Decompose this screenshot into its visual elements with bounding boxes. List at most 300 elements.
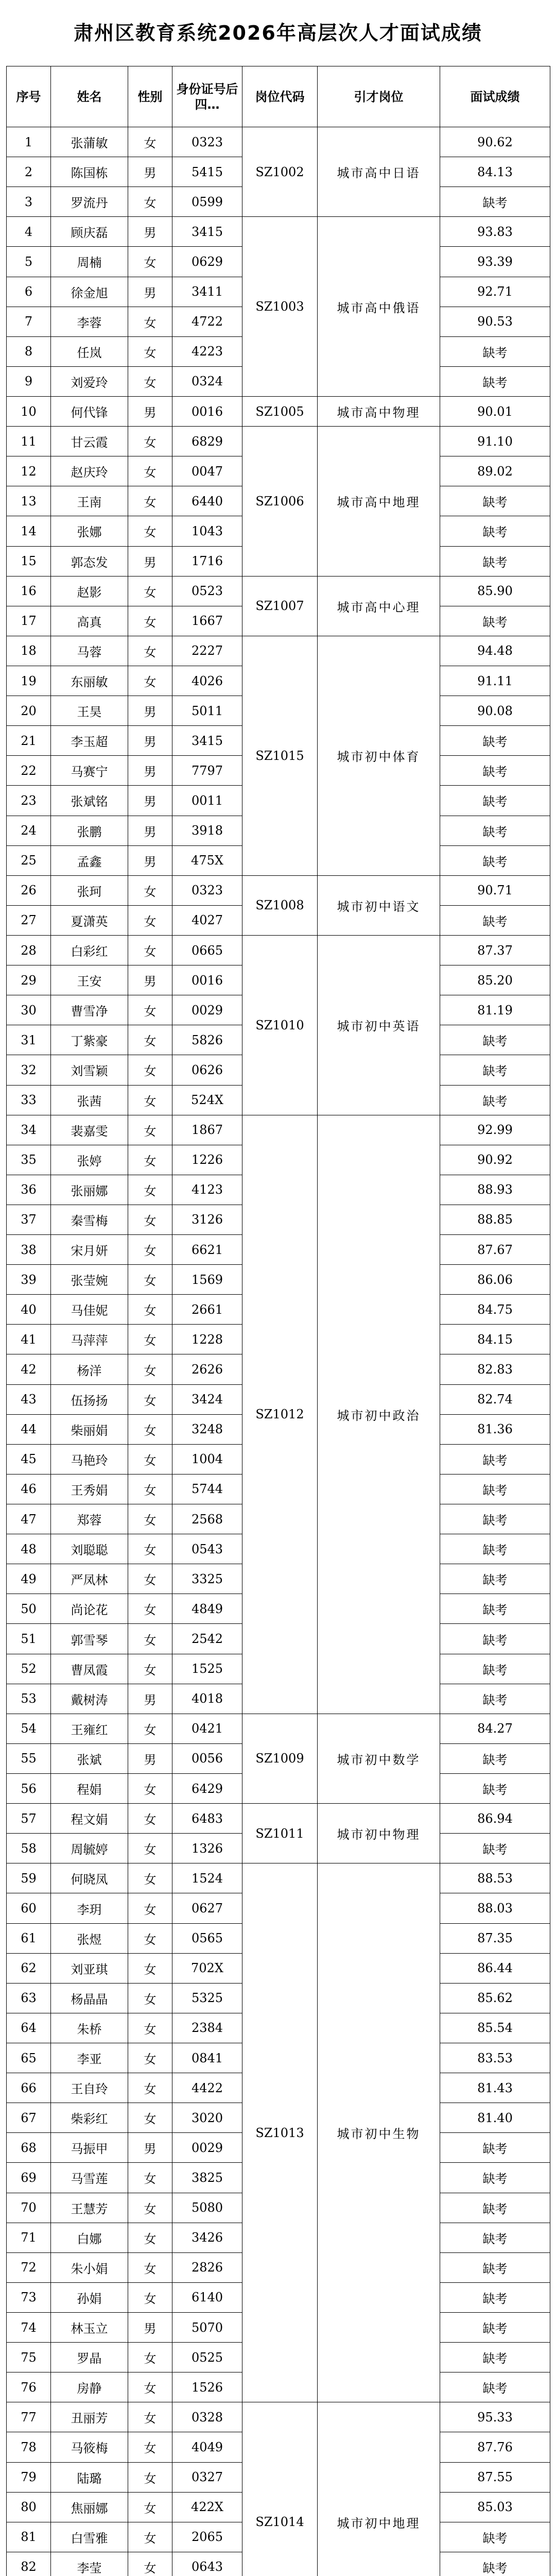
cell-no: 53 <box>7 1684 51 1714</box>
cell-name: 何代锋 <box>51 396 128 426</box>
cell-sex: 女 <box>128 1594 172 1624</box>
cell-name: 周毓婷 <box>51 1834 128 1863</box>
cell-name: 秦雪梅 <box>51 1205 128 1234</box>
cell-name: 柴丽娟 <box>51 1414 128 1444</box>
cell-id-suffix: 4223 <box>172 336 242 366</box>
cell-name: 李莹 <box>51 2552 128 2576</box>
cell-no: 9 <box>7 366 51 396</box>
cell-id-suffix: 0841 <box>172 2043 242 2073</box>
cell-sex: 女 <box>128 2552 172 2576</box>
cell-post-code: SZ1002 <box>242 127 318 217</box>
cell-score: 92.71 <box>440 277 550 307</box>
cell-name: 焦丽娜 <box>51 2492 128 2522</box>
cell-score: 缺考 <box>440 606 550 636</box>
cell-score: 缺考 <box>440 2223 550 2252</box>
cell-score: 84.13 <box>440 157 550 187</box>
cell-score: 缺考 <box>440 2163 550 2193</box>
cell-sex: 女 <box>128 1295 172 1325</box>
cell-score: 缺考 <box>440 2193 550 2223</box>
cell-id-suffix: 5011 <box>172 696 242 726</box>
cell-sex: 女 <box>128 2252 172 2282</box>
cell-no: 49 <box>7 1564 51 1594</box>
cell-sex: 女 <box>128 935 172 965</box>
cell-sex: 女 <box>128 2223 172 2252</box>
cell-name: 王雍红 <box>51 1714 128 1743</box>
cell-id-suffix: 4123 <box>172 1175 242 1205</box>
cell-sex: 女 <box>128 1834 172 1863</box>
header-id-suffix: 身份证号后四… <box>172 66 242 127</box>
cell-name: 李蓉 <box>51 307 128 336</box>
cell-name: 郭雪琴 <box>51 1624 128 1654</box>
cell-post-code: SZ1013 <box>242 1863 318 2402</box>
cell-no: 1 <box>7 127 51 157</box>
cell-no: 30 <box>7 995 51 1025</box>
cell-score: 88.93 <box>440 1175 550 1205</box>
cell-id-suffix: 1526 <box>172 2372 242 2402</box>
cell-score: 缺考 <box>440 1025 550 1055</box>
cell-sex: 女 <box>128 1863 172 1893</box>
cell-score: 89.02 <box>440 456 550 486</box>
header-no: 序号 <box>7 66 51 127</box>
cell-name: 张娜 <box>51 516 128 546</box>
cell-no: 45 <box>7 1444 51 1474</box>
cell-name: 马振甲 <box>51 2133 128 2163</box>
cell-post-code: SZ1012 <box>242 1115 318 1714</box>
cell-no: 14 <box>7 516 51 546</box>
cell-id-suffix: 3248 <box>172 1414 242 1444</box>
cell-post-code: SZ1009 <box>242 1714 318 1803</box>
cell-no: 75 <box>7 2343 51 2372</box>
cell-sex: 女 <box>128 2343 172 2372</box>
cell-id-suffix: 0665 <box>172 935 242 965</box>
cell-no: 3 <box>7 187 51 217</box>
cell-score: 91.10 <box>440 427 550 456</box>
cell-sex: 女 <box>128 2462 172 2492</box>
cell-id-suffix: 1524 <box>172 1863 242 1893</box>
cell-id-suffix: 0029 <box>172 2133 242 2163</box>
cell-name: 刘雪颖 <box>51 1055 128 1085</box>
cell-id-suffix: 5826 <box>172 1025 242 1055</box>
cell-sex: 女 <box>128 2372 172 2402</box>
cell-sex: 女 <box>128 666 172 696</box>
cell-no: 8 <box>7 336 51 366</box>
cell-score: 85.62 <box>440 1983 550 2013</box>
cell-name: 白雪雅 <box>51 2522 128 2552</box>
cell-name: 李玥 <box>51 1893 128 1923</box>
cell-name: 张蒲敏 <box>51 127 128 157</box>
cell-no: 13 <box>7 486 51 516</box>
cell-score: 82.74 <box>440 1384 550 1414</box>
cell-name: 赵庆玲 <box>51 456 128 486</box>
cell-id-suffix: 0323 <box>172 127 242 157</box>
table-row <box>7 1115 550 1145</box>
cell-post: 城市初中体育 <box>318 636 440 875</box>
cell-no: 77 <box>7 2402 51 2432</box>
cell-name: 马赛宁 <box>51 756 128 786</box>
cell-score: 缺考 <box>440 1474 550 1504</box>
cell-no: 31 <box>7 1025 51 1055</box>
cell-name: 张斌铭 <box>51 786 128 816</box>
cell-name: 郭态发 <box>51 546 128 576</box>
cell-name: 杨晶晶 <box>51 1983 128 2013</box>
cell-id-suffix: 3126 <box>172 1205 242 1234</box>
cell-name: 白娜 <box>51 2223 128 2252</box>
cell-id-suffix: 0643 <box>172 2552 242 2576</box>
cell-no: 50 <box>7 1594 51 1624</box>
cell-post-code: SZ1007 <box>242 576 318 636</box>
cell-post: 城市高中日语 <box>318 127 440 217</box>
cell-name: 张珂 <box>51 875 128 905</box>
cell-post: 城市初中英语 <box>318 935 440 1115</box>
cell-name: 林玉立 <box>51 2312 128 2342</box>
cell-id-suffix: 6829 <box>172 427 242 456</box>
cell-no: 70 <box>7 2193 51 2223</box>
cell-name: 马艳玲 <box>51 1444 128 1474</box>
cell-sex: 男 <box>128 2133 172 2163</box>
cell-score: 84.15 <box>440 1325 550 1354</box>
cell-sex: 女 <box>128 2193 172 2223</box>
cell-no: 24 <box>7 816 51 845</box>
cell-score: 缺考 <box>440 2343 550 2372</box>
cell-sex: 男 <box>128 726 172 756</box>
cell-sex: 女 <box>128 2103 172 2133</box>
cell-no: 35 <box>7 1145 51 1175</box>
cell-id-suffix: 3825 <box>172 2163 242 2193</box>
cell-score: 92.99 <box>440 1115 550 1145</box>
cell-no: 34 <box>7 1115 51 1145</box>
cell-id-suffix: 0328 <box>172 2402 242 2432</box>
cell-id-suffix: 0327 <box>172 2462 242 2492</box>
cell-sex: 女 <box>128 1804 172 1834</box>
cell-score: 86.44 <box>440 1953 550 1983</box>
cell-name: 严凤林 <box>51 1564 128 1594</box>
cell-score: 85.90 <box>440 576 550 606</box>
cell-sex: 男 <box>128 965 172 995</box>
cell-sex: 女 <box>128 2282 172 2312</box>
cell-score: 87.55 <box>440 2462 550 2492</box>
cell-sex: 女 <box>128 2043 172 2073</box>
cell-no: 68 <box>7 2133 51 2163</box>
cell-name: 白彩红 <box>51 935 128 965</box>
cell-id-suffix: 0599 <box>172 187 242 217</box>
cell-sex: 女 <box>128 486 172 516</box>
cell-post-code: SZ1003 <box>242 217 318 397</box>
cell-score: 缺考 <box>440 726 550 756</box>
cell-sex: 女 <box>128 2013 172 2043</box>
cell-no: 37 <box>7 1205 51 1234</box>
cell-sex: 男 <box>128 396 172 426</box>
cell-name: 尚论花 <box>51 1594 128 1624</box>
cell-name: 裴嘉雯 <box>51 1115 128 1145</box>
cell-name: 何晓凤 <box>51 1863 128 1893</box>
cell-name: 伍扬扬 <box>51 1384 128 1414</box>
cell-sex: 男 <box>128 2312 172 2342</box>
cell-id-suffix: 3411 <box>172 277 242 307</box>
cell-sex: 男 <box>128 786 172 816</box>
cell-id-suffix: 1228 <box>172 1325 242 1354</box>
cell-no: 32 <box>7 1055 51 1085</box>
cell-sex: 女 <box>128 576 172 606</box>
cell-name: 张丽娜 <box>51 1175 128 1205</box>
cell-name: 张斌 <box>51 1743 128 1773</box>
cell-no: 29 <box>7 965 51 995</box>
cell-no: 74 <box>7 2312 51 2342</box>
cell-id-suffix: 2826 <box>172 2252 242 2282</box>
cell-score: 缺考 <box>440 2312 550 2342</box>
cell-no: 56 <box>7 1774 51 1804</box>
cell-score: 缺考 <box>440 187 550 217</box>
cell-score: 缺考 <box>440 786 550 816</box>
cell-no: 5 <box>7 247 51 277</box>
cell-id-suffix: 0525 <box>172 2343 242 2372</box>
cell-score: 90.62 <box>440 127 550 157</box>
table-body <box>7 127 550 2576</box>
table-header-row <box>7 66 550 127</box>
cell-no: 15 <box>7 546 51 576</box>
cell-sex: 女 <box>128 1504 172 1534</box>
cell-name: 夏潇英 <box>51 905 128 935</box>
cell-score: 85.54 <box>440 2013 550 2043</box>
cell-name: 张煜 <box>51 1923 128 1953</box>
cell-score: 缺考 <box>440 1564 550 1594</box>
cell-sex: 女 <box>128 1534 172 1564</box>
table-row <box>7 935 550 965</box>
cell-score: 87.76 <box>440 2432 550 2462</box>
table-row <box>7 127 550 157</box>
cell-no: 73 <box>7 2282 51 2312</box>
cell-name: 王南 <box>51 486 128 516</box>
cell-score: 缺考 <box>440 816 550 845</box>
cell-score: 87.37 <box>440 935 550 965</box>
cell-no: 52 <box>7 1654 51 1684</box>
cell-name: 李亚 <box>51 2043 128 2073</box>
cell-score: 缺考 <box>440 1444 550 1474</box>
cell-id-suffix: 6440 <box>172 486 242 516</box>
cell-id-suffix: 2568 <box>172 1504 242 1534</box>
cell-sex: 女 <box>128 1175 172 1205</box>
cell-name: 赵影 <box>51 576 128 606</box>
cell-id-suffix: 4018 <box>172 1684 242 1714</box>
cell-sex: 女 <box>128 2432 172 2462</box>
cell-id-suffix: 3325 <box>172 1564 242 1594</box>
cell-score: 88.85 <box>440 1205 550 1234</box>
cell-no: 61 <box>7 1923 51 1953</box>
cell-sex: 女 <box>128 1624 172 1654</box>
cell-name: 张婷 <box>51 1145 128 1175</box>
cell-no: 7 <box>7 307 51 336</box>
cell-sex: 女 <box>128 1654 172 1684</box>
cell-no: 27 <box>7 905 51 935</box>
cell-id-suffix: 0565 <box>172 1923 242 1953</box>
cell-score: 缺考 <box>440 2282 550 2312</box>
cell-id-suffix: 3426 <box>172 2223 242 2252</box>
cell-score: 86.94 <box>440 1804 550 1834</box>
cell-name: 王秀娟 <box>51 1474 128 1504</box>
cell-sex: 女 <box>128 516 172 546</box>
cell-no: 76 <box>7 2372 51 2402</box>
cell-no: 58 <box>7 1834 51 1863</box>
cell-score: 91.11 <box>440 666 550 696</box>
cell-id-suffix: 5080 <box>172 2193 242 2223</box>
cell-post: 城市初中物理 <box>318 1804 440 1863</box>
cell-sex: 女 <box>128 905 172 935</box>
cell-id-suffix: 0523 <box>172 576 242 606</box>
cell-no: 25 <box>7 845 51 875</box>
cell-score: 88.03 <box>440 1893 550 1923</box>
cell-name: 马萍萍 <box>51 1325 128 1354</box>
cell-id-suffix: 1867 <box>172 1115 242 1145</box>
cell-sex: 女 <box>128 1145 172 1175</box>
cell-score: 93.83 <box>440 217 550 247</box>
cell-no: 80 <box>7 2492 51 2522</box>
cell-score: 缺考 <box>440 1654 550 1684</box>
cell-score: 87.35 <box>440 1923 550 1953</box>
cell-id-suffix: 6140 <box>172 2282 242 2312</box>
cell-id-suffix: 4722 <box>172 307 242 336</box>
cell-no: 26 <box>7 875 51 905</box>
cell-score: 84.27 <box>440 1714 550 1743</box>
cell-name: 程文娟 <box>51 1804 128 1834</box>
cell-name: 张鹏 <box>51 816 128 845</box>
cell-no: 41 <box>7 1325 51 1354</box>
score-table <box>6 66 550 2576</box>
cell-sex: 女 <box>128 1235 172 1265</box>
cell-id-suffix: 0543 <box>172 1534 242 1564</box>
cell-score: 缺考 <box>440 1743 550 1773</box>
cell-score: 95.33 <box>440 2402 550 2432</box>
cell-name: 王安 <box>51 965 128 995</box>
cell-name: 刘爱玲 <box>51 366 128 396</box>
cell-score: 缺考 <box>440 756 550 786</box>
cell-sex: 男 <box>128 816 172 845</box>
cell-no: 38 <box>7 1235 51 1265</box>
table-row <box>7 396 550 426</box>
cell-no: 40 <box>7 1295 51 1325</box>
cell-sex: 女 <box>128 127 172 157</box>
cell-no: 60 <box>7 1893 51 1923</box>
cell-no: 10 <box>7 396 51 426</box>
cell-id-suffix: 4849 <box>172 1594 242 1624</box>
cell-id-suffix: 0324 <box>172 366 242 396</box>
cell-no: 42 <box>7 1354 51 1384</box>
cell-sex: 女 <box>128 1923 172 1953</box>
cell-no: 36 <box>7 1175 51 1205</box>
cell-name: 张茜 <box>51 1085 128 1115</box>
cell-score: 缺考 <box>440 1594 550 1624</box>
cell-sex: 女 <box>128 875 172 905</box>
cell-no: 79 <box>7 2462 51 2492</box>
cell-sex: 女 <box>128 1325 172 1354</box>
cell-sex: 女 <box>128 606 172 636</box>
cell-no: 44 <box>7 1414 51 1444</box>
cell-sex: 女 <box>128 1414 172 1444</box>
cell-name: 罗流丹 <box>51 187 128 217</box>
cell-no: 21 <box>7 726 51 756</box>
cell-no: 63 <box>7 1983 51 2013</box>
cell-score: 86.06 <box>440 1265 550 1295</box>
cell-name: 王自玲 <box>51 2073 128 2103</box>
cell-score: 81.36 <box>440 1414 550 1444</box>
cell-score: 85.03 <box>440 2492 550 2522</box>
cell-sex: 女 <box>128 2163 172 2193</box>
cell-score: 82.83 <box>440 1354 550 1384</box>
cell-score: 90.53 <box>440 307 550 336</box>
cell-post: 城市高中物理 <box>318 396 440 426</box>
cell-score: 缺考 <box>440 516 550 546</box>
cell-post: 城市高中俄语 <box>318 217 440 397</box>
cell-name: 甘云霞 <box>51 427 128 456</box>
cell-no: 16 <box>7 576 51 606</box>
cell-post-code: SZ1005 <box>242 396 318 426</box>
cell-sex: 女 <box>128 1714 172 1743</box>
cell-score: 缺考 <box>440 546 550 576</box>
cell-id-suffix: 0626 <box>172 1055 242 1085</box>
cell-id-suffix: 5070 <box>172 2312 242 2342</box>
cell-no: 48 <box>7 1534 51 1564</box>
cell-score: 83.53 <box>440 2043 550 2073</box>
cell-score: 缺考 <box>440 1684 550 1714</box>
table-row <box>7 576 550 606</box>
cell-no: 43 <box>7 1384 51 1414</box>
cell-id-suffix: 0016 <box>172 396 242 426</box>
table-row <box>7 217 550 247</box>
cell-score: 90.01 <box>440 396 550 426</box>
cell-id-suffix: 6621 <box>172 1235 242 1265</box>
cell-sex: 女 <box>128 336 172 366</box>
cell-sex: 女 <box>128 2492 172 2522</box>
cell-name: 马筱梅 <box>51 2432 128 2462</box>
cell-name: 刘聪聪 <box>51 1534 128 1564</box>
cell-id-suffix: 0323 <box>172 875 242 905</box>
table-row <box>7 875 550 905</box>
cell-score: 81.40 <box>440 2103 550 2133</box>
cell-score: 87.67 <box>440 1235 550 1265</box>
cell-sex: 男 <box>128 1743 172 1773</box>
cell-no: 64 <box>7 2013 51 2043</box>
cell-id-suffix: 7797 <box>172 756 242 786</box>
cell-name: 任岚 <box>51 336 128 366</box>
cell-name: 马蓉 <box>51 636 128 666</box>
cell-sex: 女 <box>128 1265 172 1295</box>
cell-id-suffix: 0016 <box>172 965 242 995</box>
cell-id-suffix: 702X <box>172 1953 242 1983</box>
cell-no: 23 <box>7 786 51 816</box>
cell-sex: 女 <box>128 427 172 456</box>
cell-sex: 女 <box>128 1205 172 1234</box>
cell-id-suffix: 422X <box>172 2492 242 2522</box>
cell-id-suffix: 1326 <box>172 1834 242 1863</box>
cell-sex: 女 <box>128 1444 172 1474</box>
cell-sex: 男 <box>128 157 172 187</box>
cell-id-suffix: 2542 <box>172 1624 242 1654</box>
cell-name: 东丽敏 <box>51 666 128 696</box>
cell-name: 顾庆磊 <box>51 217 128 247</box>
cell-no: 78 <box>7 2432 51 2462</box>
cell-score: 88.53 <box>440 1863 550 1893</box>
cell-id-suffix: 5325 <box>172 1983 242 2013</box>
cell-name: 房静 <box>51 2372 128 2402</box>
cell-name: 马佳妮 <box>51 1295 128 1325</box>
cell-id-suffix: 1716 <box>172 546 242 576</box>
page-title: 肃州区教育系统2026年高层次人才面试成绩 <box>74 21 482 44</box>
cell-no: 12 <box>7 456 51 486</box>
cell-name: 程娟 <box>51 1774 128 1804</box>
cell-post-code: SZ1014 <box>242 2402 318 2576</box>
cell-score: 93.39 <box>440 247 550 277</box>
cell-id-suffix: 5415 <box>172 157 242 187</box>
cell-name: 马雪莲 <box>51 2163 128 2193</box>
cell-sex: 女 <box>128 1384 172 1414</box>
